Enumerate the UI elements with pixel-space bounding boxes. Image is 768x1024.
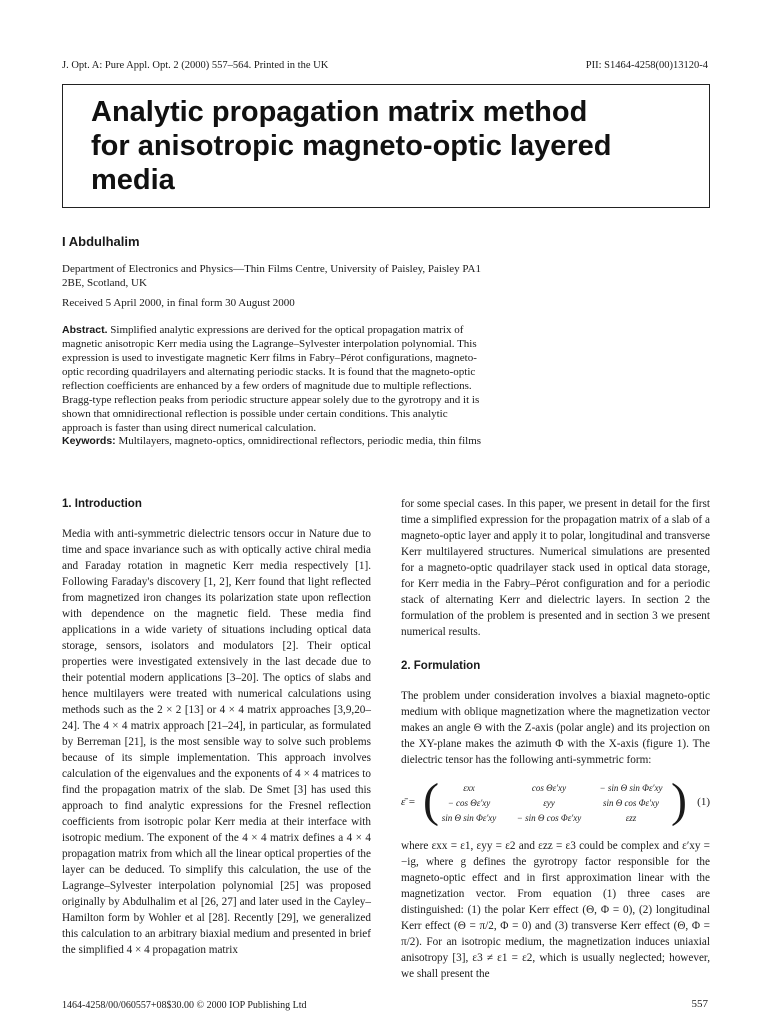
formulation-paragraph: The problem under consideration involves a biaxial magneto-optic medium with oblique magnetization where the magnetization vector makes an angle Θ with the Z-axis (polar angle) and its projection on the XY-plane makes the azimuth Φ with the X-axis (figure 1). The dielectric tensor has the following anti-symmetric form: bbox=[401, 690, 710, 766]
abstract-label: Abstract. bbox=[62, 324, 108, 336]
keywords bbox=[62, 434, 490, 448]
paper-title-line-1: Analytic propagation matrix method bbox=[91, 96, 588, 128]
paper-title-line-2: for anisotropic magneto-optic layered bbox=[91, 130, 612, 162]
introduction-continued-paragraph: for some special cases. In this paper, we present in detail for the first time a simplified expression for the propagation matrix of a slab of a magneto-optic layer and apply it to polar, longitudinal and transverse Kerr multilayered structures. Numerical simulations are presented for a magneto-optic quadrilayer stack used in optical data storage, for Kerr media in the Fabry–Pérot configuration and for a periodic stack of alternating Kerr and dielectric layers. In section 2 the formulation of the problem is presented and in section 3 we present numerical results. bbox=[401, 498, 710, 638]
paper-title-line-3: media bbox=[91, 164, 175, 196]
abstract-text: Simplified analytic expressions are derived for the optical propagation matrix of magnetic anisotropic Kerr media using the Lagrange–Sylvester interpolation polynomial. This expression is used to investigate magnetic Kerr films in Fabry–Pérot configurations, magneto-optic recording quadrilayers and alternating periodic stacks. It is found that the magneto-optic reflection coefficients are enhanced by a few orders of magnitude due to multiple reflections. Bragg-type reflection peaks from periodic structure appear solely due to the gyrotropy and it is shown that omnidirectional reflection is possible under certain conditions. This analytic approach is faster than using direct numerical calculation. bbox=[62, 324, 480, 434]
pii-identifier: PII: S1464-4258(00)13120-4 bbox=[585, 60, 708, 71]
dielectric-tensor-equation bbox=[401, 774, 710, 832]
tensor-cell: cos Θε′xy bbox=[531, 783, 567, 793]
right-paren: ) bbox=[671, 774, 687, 827]
keywords-text: Multilayers, magneto-optics, omnidirectional reflectors, periodic media, thin films bbox=[118, 435, 482, 447]
tensor-cell: sin Θ sin Φε′xy bbox=[441, 813, 497, 823]
affiliation: Department of Electronics and Physics—Thin Films Centre, University of Paisley, Paisley PA1 2BE, Scotland, UK bbox=[62, 263, 481, 289]
equation-number: (1) bbox=[697, 796, 710, 808]
left-column bbox=[62, 496, 371, 958]
received-date: Received 5 April 2000, in final form 30 August 2000 bbox=[62, 297, 295, 309]
page-number: 557 bbox=[691, 998, 708, 1010]
right-column bbox=[401, 496, 710, 982]
left-paren: ( bbox=[423, 774, 439, 827]
tensor-cell: εzz bbox=[625, 813, 637, 823]
abstract bbox=[62, 323, 490, 435]
tensor-cell: − sin Θ sin Φε′xy bbox=[599, 783, 663, 793]
footer-copyright: 1464-4258/00/060557+08$30.00 © 2000 IOP Publishing Ltd bbox=[62, 1000, 307, 1011]
tensor-cell: εxx bbox=[463, 783, 475, 793]
section-heading-introduction: 1. Introduction bbox=[62, 498, 142, 510]
keywords-label: Keywords: bbox=[62, 435, 116, 447]
tensor-cell: − cos Θε′xy bbox=[447, 798, 491, 808]
tensor-cell: − sin Θ cos Φε′xy bbox=[516, 813, 582, 823]
tensor-cell: sin Θ cos Φε′xy bbox=[602, 798, 660, 808]
section-heading-formulation: 2. Formulation bbox=[401, 660, 481, 672]
introduction-paragraph: Media with anti-symmetric dielectric tensors occur in Nature due to time and space invariance such as with optically active chiral media and Faraday rotation in magnetic Kerr media respectively [1]. Following Faraday's discovery [1, 2], Kerr found that light reflected from magnetized iron changes its polarization state upon reflection with dependence on the magnetic field. These media find applications in a wide variety of situations including optical data storage, sensors, isolators and modulators [2]. Their optical properties were investigated extensively in the last decade due to their potential modern applications [3–20]. The optics of slabs and hence multilayers were treated with numerical calculations using methods such as the 2 × 2 [13] or 4 × 4 matrix approaches [3,9,20–24]. The 4 × 4 matrix approach [21–24], in particular, as formulated by Berreman [21], is the most sensible way to solve such problems because of its simple implementation. This approach involves calculation of the eigenvalues and the exponents of 4 × 4 matrices to find the propagation matrix of the slab. De Smet [3] has used this approach to find analytic expressions for the Fresnel reflection coefficients from isotropic polar Kerr media at their interface with isotropic medium. The exponent of the 4 × 4 matrix defines a 4 × 4 propagation matrix from which all the linear optical properties of the layer can be deduced. To simplify this calculation, the use of the Lagrange–Sylvester interpolation polynomial [25] was proposed originally by Abdulhalim et al [26, 27] and later used in the Cayley–Hamilton form by Wohler et al [28]. Recently [29], we generalized this calculation to an arbitrary biaxial medium and presented in brief the simplified 4 × 4 propagation matrix bbox=[62, 528, 371, 956]
tensor-cell: εyy bbox=[543, 798, 555, 808]
equation-lhs: ε̄ = bbox=[401, 796, 416, 808]
author-name: I Abdulhalim bbox=[62, 234, 140, 249]
journal-citation: J. Opt. A: Pure Appl. Opt. 2 (2000) 557–564. Printed in the UK bbox=[62, 60, 329, 71]
title-box bbox=[62, 84, 710, 208]
after-equation-paragraph: where εxx = ε1, εyy = ε2 and εzz = ε3 could be complex and ε′xy = −ig, where g defines the gyrotropy factor responsible for the magneto-optic effect and in first approximation linear with the magnetization vector. From equation (1) three cases are distinguished: (1) the polar Kerr effect (Θ, Φ = 0), (2) longitudinal Kerr effect (Θ = π/2, Φ = 0) and (3) transverse Kerr effect (Θ, Φ = π/2). For an isotropic medium, the magnetization induces uniaxial anisotropy [3], ε3 ≠ ε1 = ε2, which is usually neglected; however, we shall present the bbox=[401, 840, 710, 980]
